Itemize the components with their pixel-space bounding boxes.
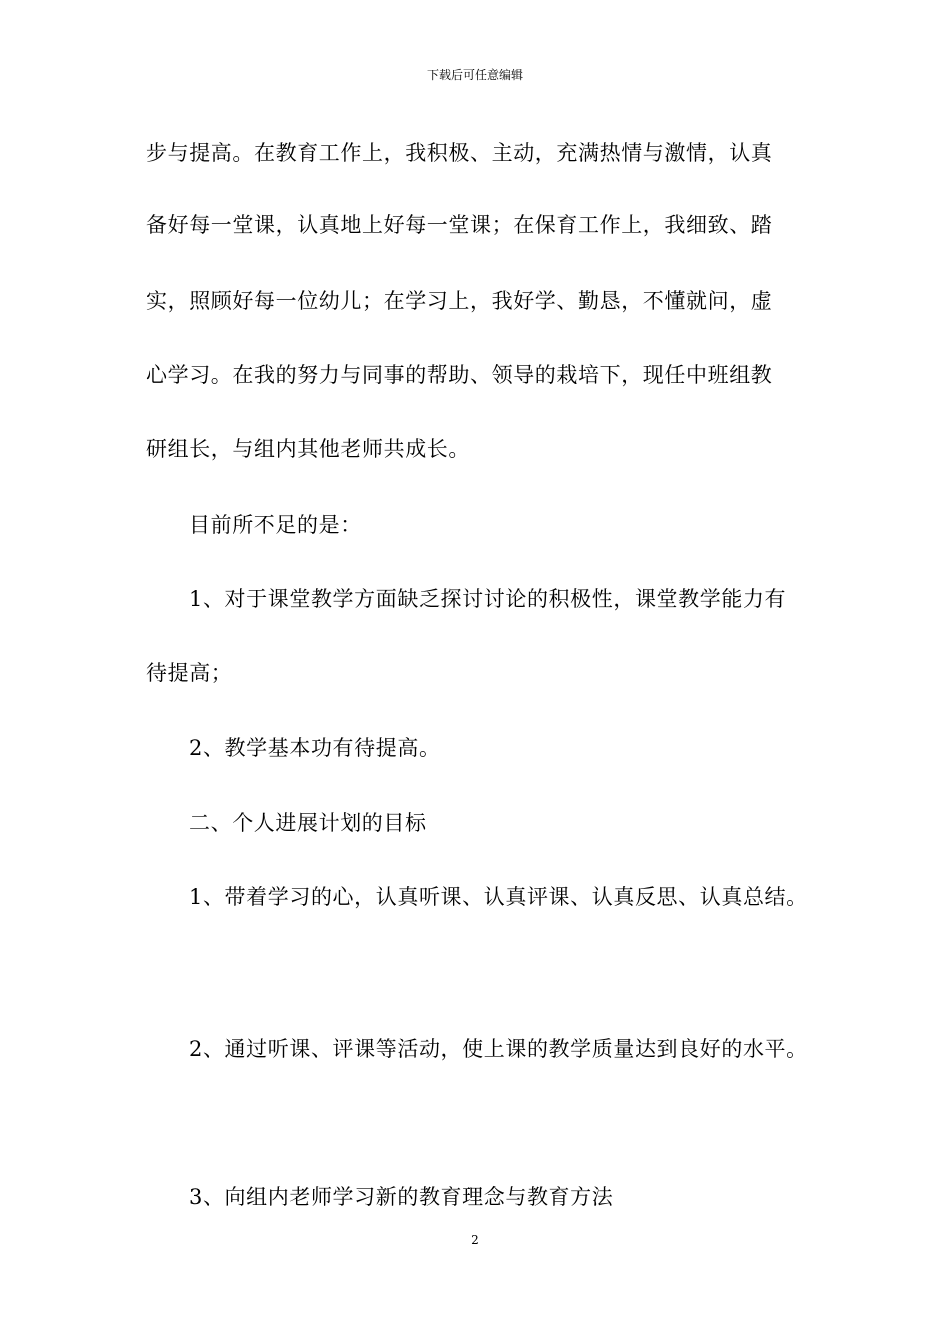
body-line: 待提高；	[146, 661, 233, 685]
list-item: 1、带着学习的心，认真听课、认真评课、认真反思、认真总结。	[189, 885, 808, 909]
page-number: 2	[471, 1233, 479, 1247]
list-item: 2、教学基本功有待提高。	[189, 736, 441, 760]
page-header: 下载后可任意编辑	[426, 68, 523, 82]
list-item: 2、通过听课、评课等活动，使上课的教学质量达到良好的水平。	[189, 1037, 808, 1061]
body-line: 研组长，与组内其他老师共成长。	[146, 437, 470, 461]
section-heading: 二、个人进展计划的目标	[189, 811, 427, 835]
body-line: 备好每一堂课，认真地上好每一堂课；在保育工作上，我细致、踏	[146, 213, 773, 237]
list-item: 1、对于课堂教学方面缺乏探讨讨论的积极性，课堂教学能力有	[189, 587, 787, 611]
list-item: 3、向组内老师学习新的教育理念与教育方法	[189, 1185, 614, 1209]
body-line: 目前所不足的是：	[189, 513, 362, 537]
body-line: 心学习。在我的努力与同事的帮助、领导的栽培下，现任中班组教	[146, 363, 773, 387]
body-line: 步与提高。在教育工作上，我积极、主动，充满热情与激情，认真	[146, 141, 773, 165]
body-line: 实，照顾好每一位幼儿；在学习上，我好学、勤恳，不懂就问，虚	[146, 289, 773, 313]
